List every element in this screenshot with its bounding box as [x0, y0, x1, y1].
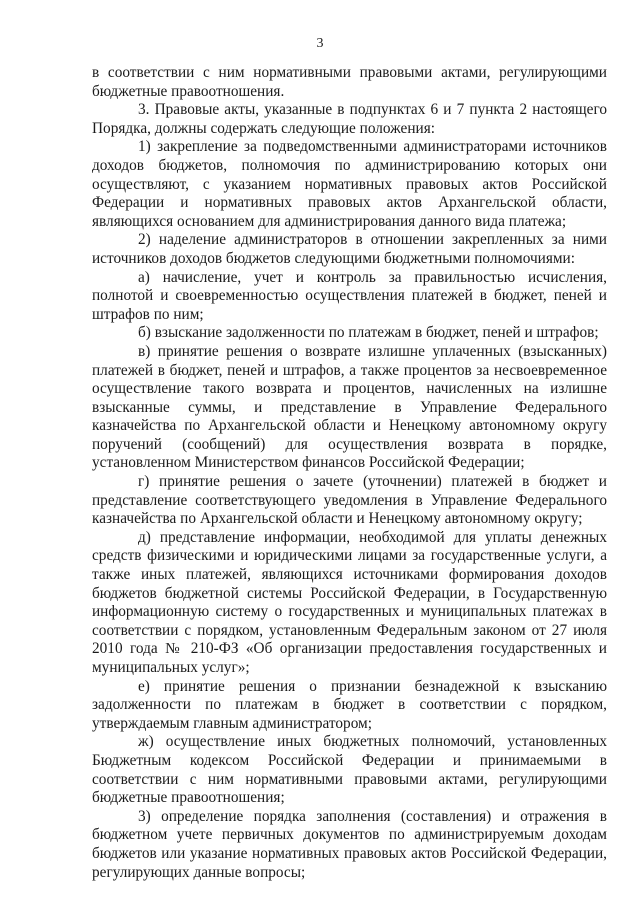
- paragraph-item-2: 2) наделение администраторов в отношении закрепленных за ними источников доходов бюджетов следующими бюджетными полномочиями:: [92, 231, 607, 267]
- paragraph-subitem-zh: ж) осуществление иных бюджетных полномочий, установленных Бюджетным кодексом Российской Федерации и принимаемыми в соответствии с ним нормативными правовыми актами, регулирующими бюджетные правоотношения;: [92, 733, 607, 807]
- paragraph-subitem-e: е) принятие решения о признании безнадежной к взысканию задолженности по платежам в бюджет в соответствии с порядком, утверждаемым главным администратором;: [92, 677, 607, 732]
- paragraph-subitem-v: в) принятие решения о возврате излишне уплаченных (взысканных) платежей в бюджет, пеней и штрафов, а также процентов за несвоевременное осуществление такого возврата и процентов, начисленных на излишне взысканные суммы, и представление в Управление Федерального казначейства по Архангельской области и Ненецкому автономному округу поручений (сообщений) для осуществления возврата в порядке, установленном Министерством финансов Российской Федерации;: [92, 342, 607, 472]
- paragraph-subitem-b: б) взыскание задолженности по платежам в бюджет, пеней и штрафов;: [138, 324, 599, 342]
- paragraph-item-3: 3) определение порядка заполнения (составления) и отражения в бюджетном учете первичных документов по администрируемым доходам бюджетов или указание нормативных правовых актов Российской Федерации, регулирующих данные вопросы;: [92, 807, 607, 881]
- paragraph-subitem-g: г) принятие решения о зачете (уточнении) платежей в бюджет и представление соответствующего уведомления в Управление Федерального казначейства по Архангельской области и Ненецкому автономному округу;: [92, 473, 607, 528]
- paragraph-subitem-d: д) представление информации, необходимой для уплаты денежных средств физическими и юридическими лицами за государственные услуги, а также иных платежей, являющихся источниками формирования доходов бюджетов бюджетной системы Российской Федерации, в Государственную информационную систему о государственных и муниципальных платежах в соответствии с порядком, установленным Федеральным законом от 27 июля 2010 года № 210-ФЗ «Об организации предоставления государственных и муниципальных услуг»;: [92, 528, 607, 676]
- document-body: [92, 64, 607, 882]
- paragraph-clause-3: 3. Правовые акты, указанные в подпунктах 6 и 7 пункта 2 настоящего Порядка, должны содержать следующие положения:: [92, 101, 607, 137]
- paragraph-item-1: 1) закрепление за подведомственными администраторами источников доходов бюджетов, полномочия по администрированию которых они осуществляют, с указанием нормативных правовых актов Российской Федерации и нормативных правовых актов Архангельской области, являющихся основанием для администрирования данного вида платежа;: [92, 138, 607, 230]
- paragraph-subitem-a: а) начисление, учет и контроль за правильностью исчисления, полнотой и своевременностью осуществления платежей в бюджет, пеней и штрафов по ним;: [92, 268, 607, 323]
- page-number: 3: [316, 36, 324, 51]
- paragraph-continuation: в соответствии с ним нормативными правовыми актами, регулирующими бюджетные правоотношения.: [92, 64, 607, 100]
